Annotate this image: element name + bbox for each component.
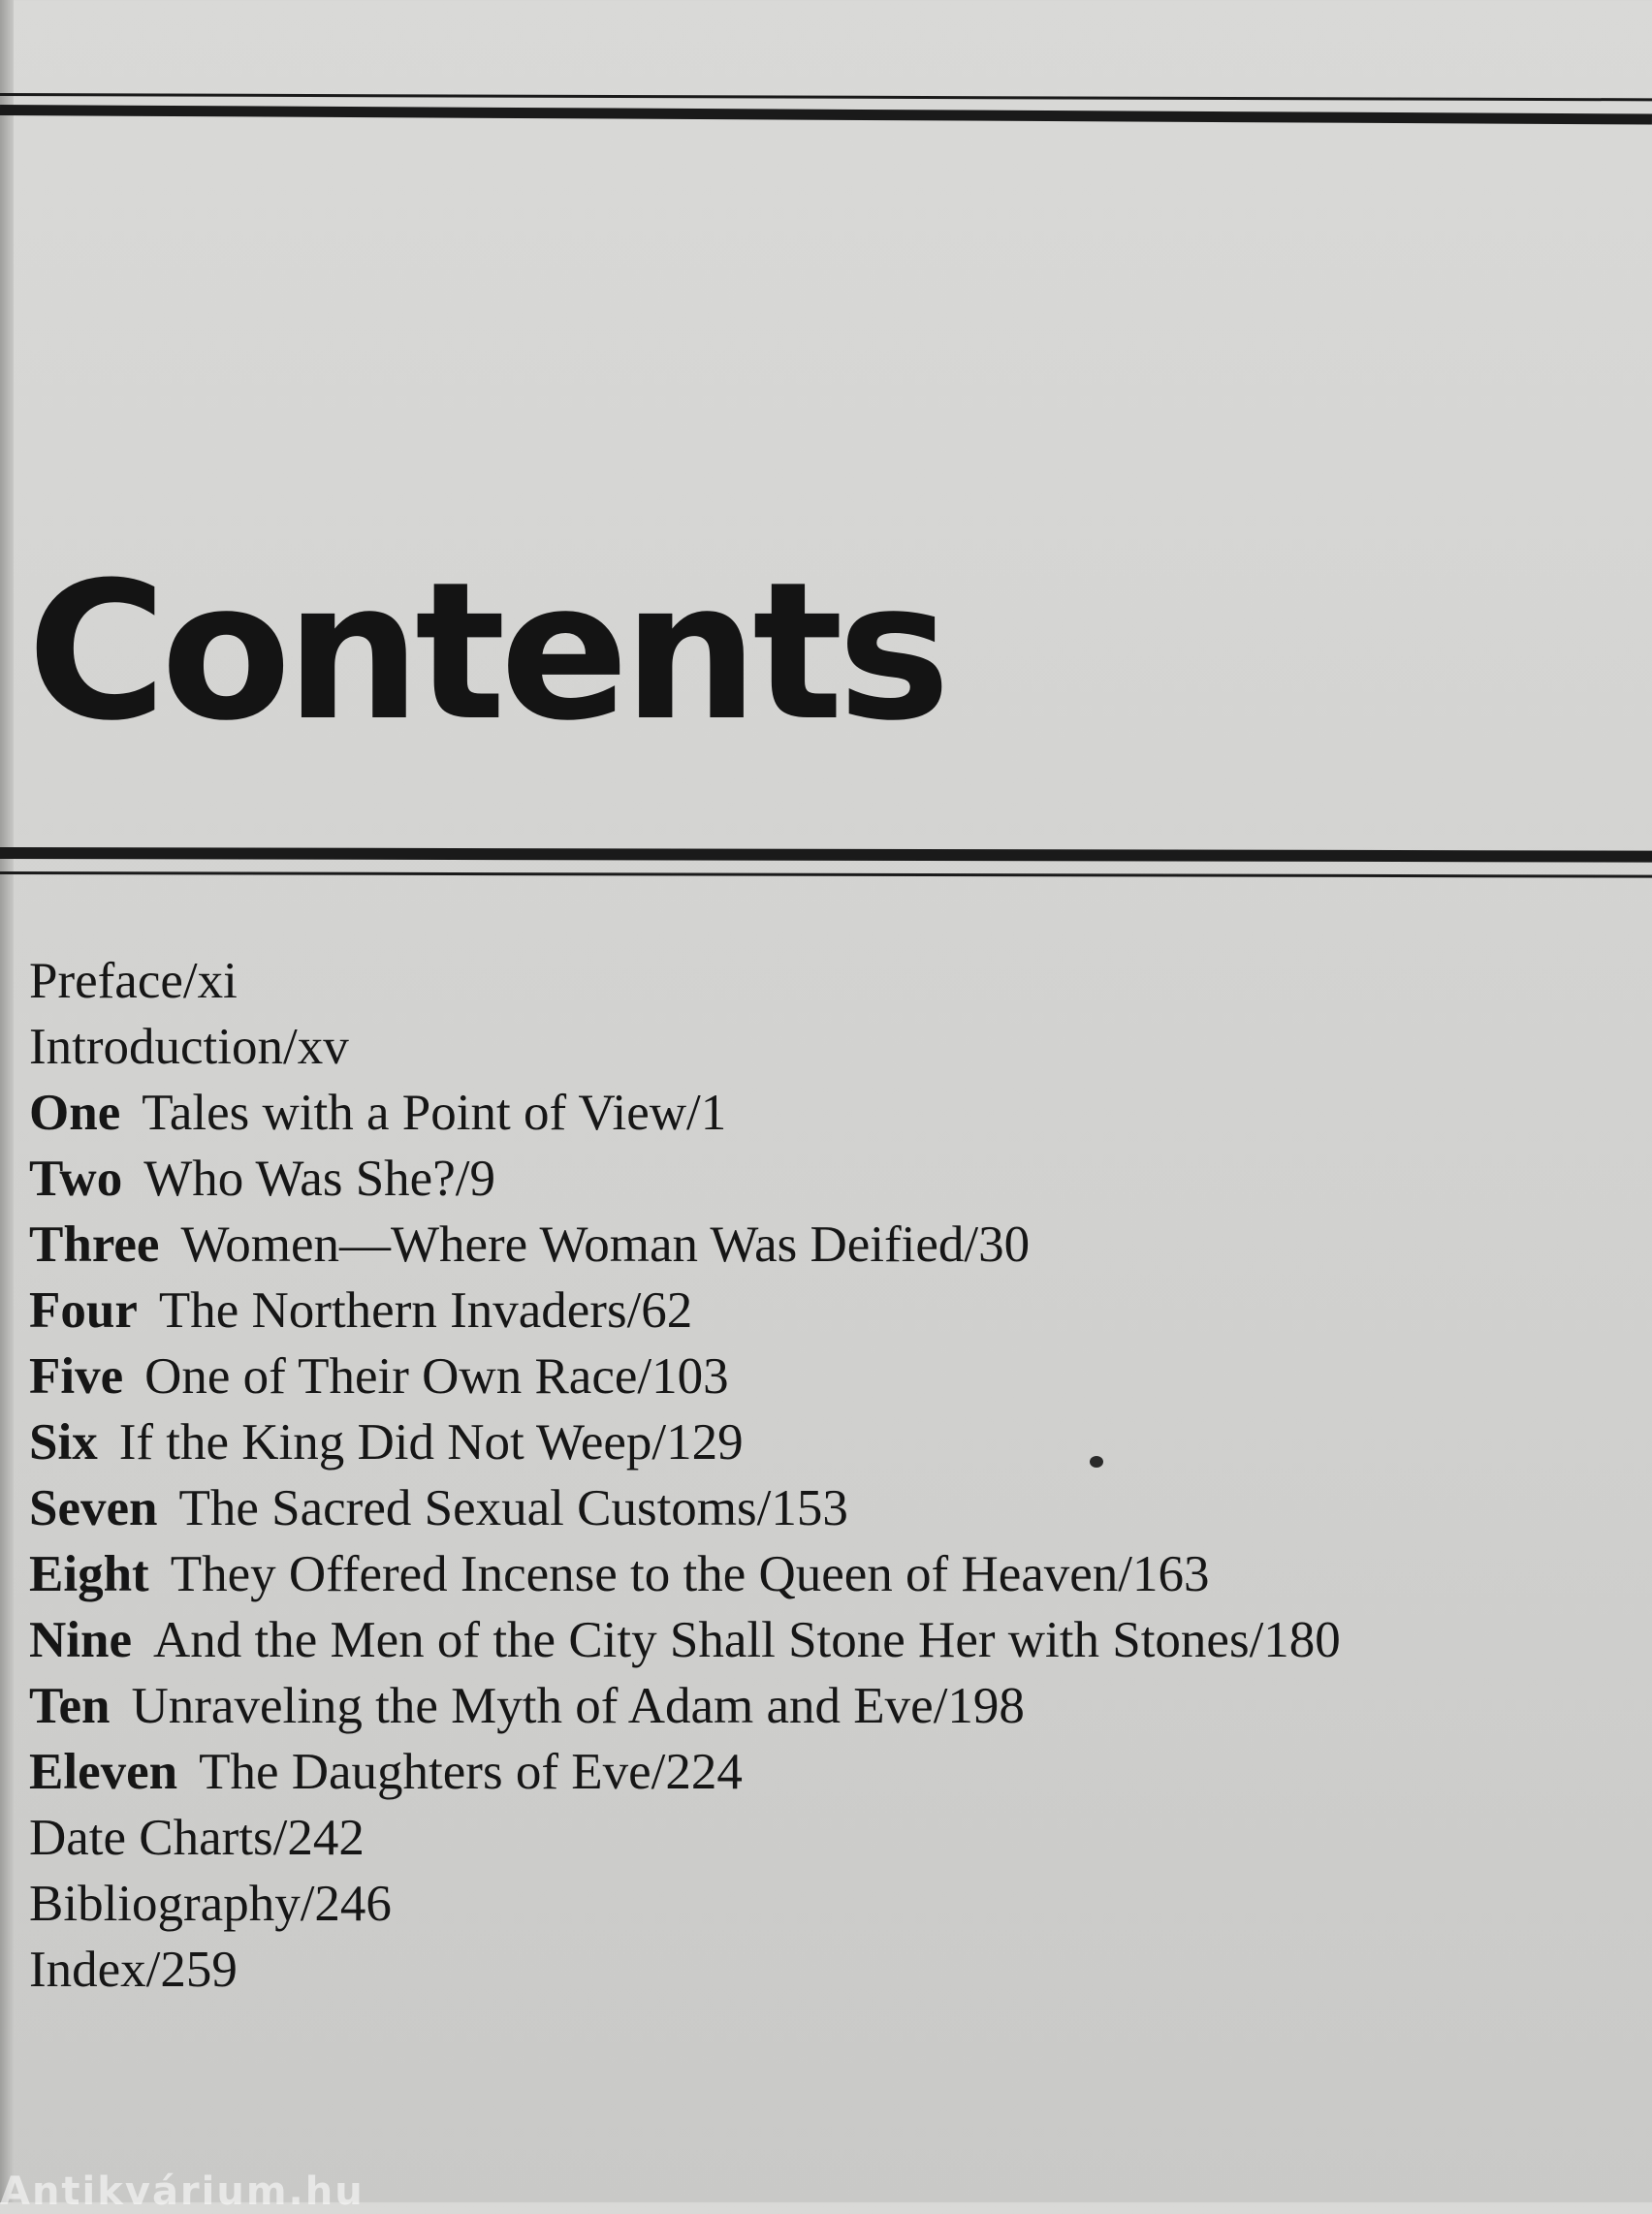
chapter-number: Four (29, 1282, 138, 1339)
chapter-number: Eleven (29, 1744, 178, 1800)
toc-entry-text: The Daughters of Eve/224 (199, 1744, 743, 1800)
watermark: Antikvárium.hu (0, 2169, 365, 2214)
chapter-number: Six (29, 1414, 98, 1471)
toc-entry-text: Who Was She?/9 (143, 1151, 495, 1207)
toc-entry-text: Tales with a Point of View/1 (142, 1085, 727, 1141)
toc-entry-text: Preface/xi (29, 953, 238, 1009)
chapter-number: Five (29, 1348, 124, 1405)
toc-entry (29, 1607, 1341, 1673)
chapter-number: Nine (29, 1612, 132, 1668)
toc-entry (29, 1739, 1341, 1805)
toc-entry (29, 1409, 1341, 1475)
page-spine-shadow (0, 0, 14, 2202)
toc-entry-text: And the Men of the City Shall Stone Her with Stones/180 (153, 1612, 1341, 1668)
toc-entry-text: Women—Where Woman Was Deified/30 (180, 1217, 1031, 1273)
toc-entry (29, 1673, 1341, 1739)
top-thin-rule (0, 93, 1652, 101)
toc-entry-text: Unraveling the Myth of Adam and Eve/198 (131, 1678, 1025, 1734)
chapter-number: Eight (29, 1546, 149, 1602)
toc-entry (29, 1805, 1341, 1871)
toc-entry (29, 948, 1341, 1014)
toc-entry-text: The Northern Invaders/62 (158, 1282, 693, 1339)
toc-entry (29, 1541, 1341, 1607)
toc-entry-text: One of Their Own Race/103 (144, 1348, 729, 1405)
table-of-contents (29, 948, 1341, 2003)
toc-entry-text: Index/259 (29, 1942, 238, 1998)
toc-entry (29, 1212, 1341, 1278)
chapter-number: Seven (29, 1480, 158, 1536)
toc-entry (29, 1014, 1341, 1080)
toc-entry (29, 1475, 1341, 1541)
toc-entry-text: If the King Did Not Weep/129 (118, 1414, 744, 1471)
toc-entry (29, 1080, 1341, 1146)
toc-entry (29, 1937, 1341, 2003)
toc-entry (29, 1146, 1341, 1212)
toc-entry (29, 1344, 1341, 1409)
chapter-number: One (29, 1085, 121, 1141)
title-thin-rule (0, 871, 1652, 878)
toc-entry-text: They Offered Incense to the Queen of Heaven/163 (170, 1546, 1210, 1602)
chapter-number: Ten (29, 1678, 111, 1734)
toc-entry-text: Date Charts/242 (29, 1810, 365, 1866)
toc-entry (29, 1871, 1341, 1937)
toc-entry (29, 1278, 1341, 1344)
toc-entry-text: Bibliography/246 (29, 1876, 392, 1932)
page-title: Contents (27, 542, 945, 763)
toc-entry-text: The Sacred Sexual Customs/153 (178, 1480, 848, 1536)
toc-entry-text: Introduction/xv (29, 1019, 349, 1075)
ink-speck (1090, 1456, 1103, 1468)
chapter-number: Three (29, 1217, 160, 1273)
title-thick-rule (0, 847, 1652, 863)
chapter-number: Two (29, 1151, 123, 1207)
top-thick-rule (0, 105, 1652, 125)
